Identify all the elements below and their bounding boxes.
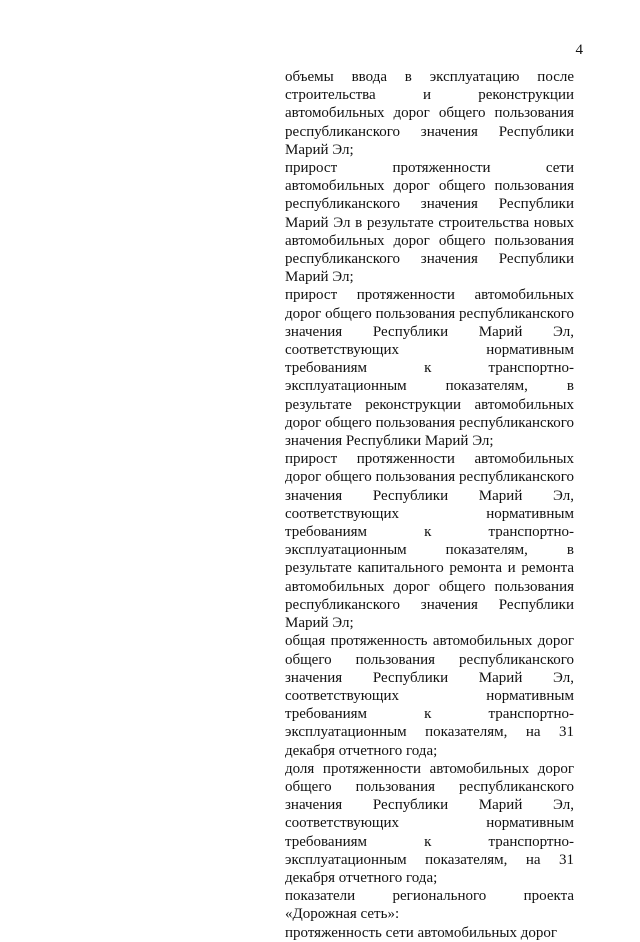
paragraph-share-length-compliant: доля протяженности автомобильных дорог общего пользования республиканского значения Республики Марий Эл, соответствующих нормативным требованиям к транспортно-эксплуатационным показателям, на 31 декабря отчетного года; (285, 760, 574, 886)
page-number: 4 (575, 42, 583, 58)
paragraph-growth-reconstruction: прирост протяженности автомобильных дорог общего пользования республиканского значения Республики Марий Эл, соответствующих нормативным требованиям к транспортно-эксплуатационным показателям, в результате реконструкции автомобильных дорог общего пользования республиканского значения Республики Марий Эл; (285, 287, 574, 450)
body-text-column (285, 68, 574, 942)
paragraph-network-growth-construction: прирост протяженности сети автомобильных дорог общего пользования республиканского значения Республики Марий Эл в результате строительства новых автомобильных дорог общего пользования республиканского значения Республики Марий Эл; (285, 160, 574, 286)
paragraph-growth-repair: прирост протяженности автомобильных дорог общего пользования республиканского значения Республики Марий Эл, соответствующих нормативным требованиям к транспортно-эксплуатационным показателям, в результате капитального ремонта и ремонта автомобильных дорог общего пользования республиканского значения Республики Марий Эл; (285, 451, 574, 632)
paragraph-total-length-compliant: общая протяженность автомобильных дорог общего пользования республиканского значения Республики Марий Эл, соответствующих нормативным требованиям к транспортно-эксплуатационным показателям, на 31 декабря отчетного года; (285, 633, 574, 759)
paragraph-network-length: протяженность сети автомобильных дорог (285, 924, 558, 941)
paragraph-regional-project-indicators: показатели регионального проекта «Дорожная сеть»: (285, 888, 574, 923)
paragraph-commissioning-volumes: объемы ввода в эксплуатацию после строительства и реконструкции автомобильных дорог общего пользования республиканского значения Республики Марий Эл; (285, 69, 574, 158)
